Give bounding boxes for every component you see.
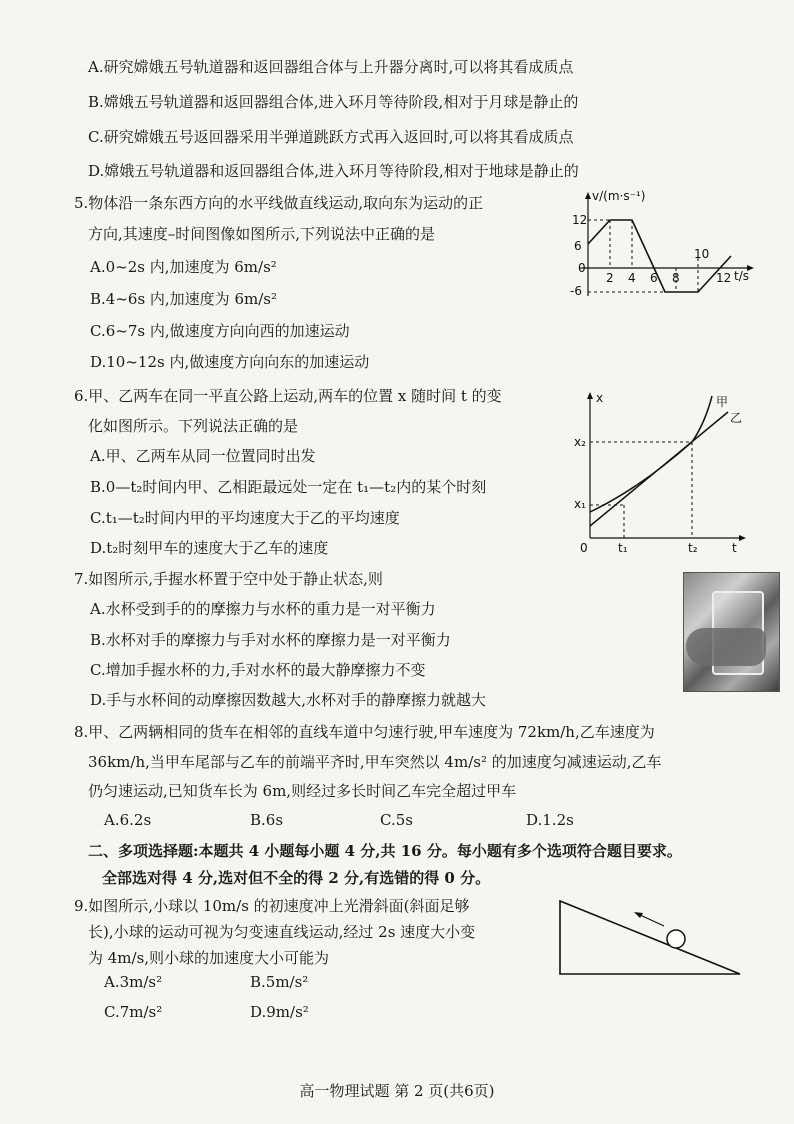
q7-option-a: A.水杯受到手的的摩擦力与水杯的重力是一对平衡力	[90, 600, 436, 618]
q6-option-c: C.t₁—t₂时间内甲的平均速度大于乙的平均速度	[90, 509, 400, 527]
section2-heading-2: 全部选对得 4 分,选对但不全的得 2 分,有选错的得 0 分。	[102, 869, 491, 887]
q5-y-tick-6: 6	[574, 239, 582, 253]
q8-stem-1: 8.甲、乙两辆相同的货车在相邻的直线车道中匀速行驶,甲车速度为 72km/h,乙车速度为	[74, 723, 655, 741]
q6-stem-1: 6.甲、乙两车在同一平直公路上运动,两车的位置 x 随时间 t 的变	[74, 387, 502, 405]
q6-t-axis-var: t	[732, 541, 737, 555]
q6-option-a: A.甲、乙两车从同一位置同时出发	[90, 447, 316, 465]
q5-x-tick-10: 10	[694, 247, 710, 261]
q4-option-b: B.嫦娥五号轨道器和返回器组合体,进入环月等待阶段,相对于月球是静止的	[88, 93, 579, 111]
q5-x-tick-4: 4	[628, 271, 636, 285]
q6-jia-label: 甲	[716, 395, 729, 409]
q5-x-tick-6: 6	[650, 271, 658, 285]
q5-velocity-time-graph	[560, 188, 760, 306]
q8-option-a: A.6.2s	[104, 811, 152, 829]
q9-incline-diagram	[550, 896, 750, 980]
q4-option-c: C.研究嫦娥五号返回器采用半弹道跳跃方式再入返回时,可以将其看成质点	[88, 128, 574, 146]
q6-t1-label: t₁	[618, 541, 628, 555]
q6-x1-label: x₁	[574, 497, 586, 511]
q5-y-tick-neg6: -6	[570, 284, 582, 298]
q6-origin-label: 0	[580, 541, 588, 555]
q6-x-axis-var: x	[596, 391, 604, 405]
q6-t2-label: t₂	[688, 541, 698, 555]
q9-option-d: D.9m/s²	[250, 1003, 309, 1021]
q8-stem-3: 仍匀速运动,已知货车长为 6m,则经过多长时间乙车完全超过甲车	[88, 782, 517, 800]
q5-y-axis-label: v/(m·s⁻¹)	[592, 189, 646, 203]
q9-stem-2: 长),小球的运动可视为匀变速直线运动,经过 2s 速度大小变	[88, 923, 476, 941]
q5-y-tick-0: 0	[578, 261, 586, 275]
q5-option-b: B.4~6s 内,加速度为 6m/s²	[90, 290, 277, 308]
q8-option-d: D.1.2s	[526, 811, 574, 829]
q5-stem-2: 方向,其速度–时间图像如图所示,下列说法中正确的是	[88, 225, 436, 243]
q8-option-c: C.5s	[380, 811, 413, 829]
q4-option-d: D.嫦娥五号轨道器和返回器组合体,进入环月等待阶段,相对于地球是静止的	[88, 162, 579, 180]
q6-position-time-graph	[570, 388, 750, 558]
q6-curve-jia	[590, 396, 712, 512]
q5-x-tick-8: 8	[672, 271, 680, 285]
q9-stem-3: 为 4m/s,则小球的加速度大小可能为	[88, 949, 330, 967]
q6-stem-2: 化如图所示。下列说法正确的是	[88, 417, 299, 435]
q5-x-axis-label: t/s	[734, 269, 749, 283]
velocity-arrow	[638, 914, 664, 926]
page-footer: 高一物理试题 第 2 页(共6页)	[299, 1082, 495, 1100]
q6-x2-label: x₂	[574, 435, 586, 449]
q5-y-tick-12: 12	[572, 213, 588, 227]
q9-option-a: A.3m/s²	[104, 973, 163, 991]
q4-option-a: A.研究嫦娥五号轨道器和返回器组合体与上升器分离时,可以将其看成质点	[88, 58, 574, 76]
q5-stem-1: 5.物体沿一条东西方向的水平线做直线运动,取向东为运动的正	[74, 194, 484, 212]
q8-option-b: B.6s	[250, 811, 284, 829]
q7-option-b: B.水杯对手的摩擦力与手对水杯的摩擦力是一对平衡力	[90, 631, 451, 649]
q5-x-tick-2: 2	[606, 271, 614, 285]
q5-option-c: C.6~7s 内,做速度方向向西的加速运动	[90, 322, 350, 340]
q7-option-c: C.增加手握水杯的力,手对水杯的最大静摩擦力不变	[90, 661, 426, 679]
section2-heading-1: 二、多项选择题:本题共 4 小题每小题 4 分,共 16 分。每小题有多个选项符合题目要求。	[88, 842, 682, 860]
q6-yi-label: 乙	[730, 411, 743, 425]
hand-holding-cup-photo	[683, 572, 780, 692]
q5-option-d: D.10~12s 内,做速度方向向东的加速运动	[90, 353, 370, 371]
q5-option-a: A.0~2s 内,加速度为 6m/s²	[90, 258, 277, 276]
q7-stem: 7.如图所示,手握水杯置于空中处于静止状态,则	[74, 570, 383, 588]
q9-stem-1: 9.如图所示,小球以 10m/s 的初速度冲上光滑斜面(斜面足够	[74, 897, 470, 915]
q9-option-c: C.7m/s²	[104, 1003, 163, 1021]
ball	[667, 930, 685, 948]
q6-option-d: D.t₂时刻甲车的速度大于乙车的速度	[90, 539, 329, 557]
q6-option-b: B.0—t₂时间内甲、乙相距最远处一定在 t₁—t₂内的某个时刻	[90, 478, 487, 496]
q8-stem-2: 36km/h,当甲车尾部与乙车的前端平齐时,甲车突然以 4m/s² 的加速度匀减速运动,乙车	[88, 753, 662, 771]
q9-option-b: B.5m/s²	[250, 973, 309, 991]
q5-x-tick-12: 12	[716, 271, 732, 285]
q7-option-d: D.手与水杯间的动摩擦因数越大,水杯对手的静摩擦力就越大	[90, 691, 487, 709]
